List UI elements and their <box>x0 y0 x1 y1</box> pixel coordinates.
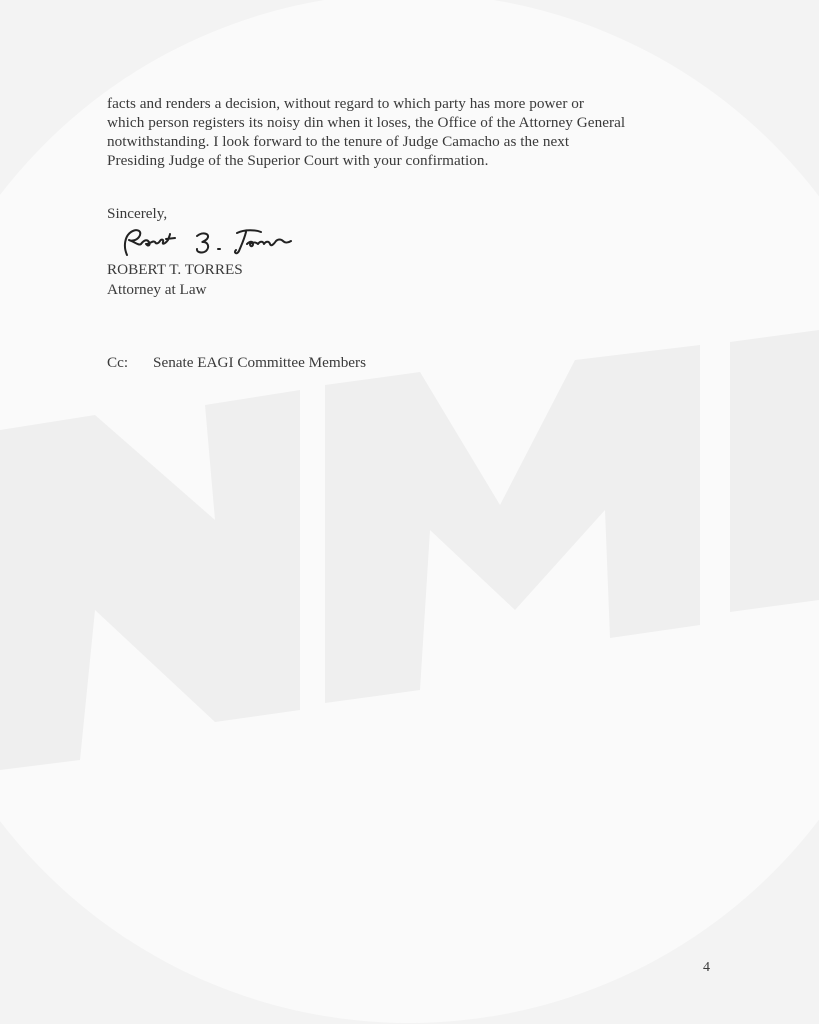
page-number: 4 <box>703 960 710 975</box>
body-paragraph <box>107 94 727 170</box>
handwritten-signature <box>113 222 298 258</box>
cc-recipients: Senate EAGI Committee Members <box>153 354 366 371</box>
body-line: facts and renders a decision, without regard to which party has more power or <box>107 95 585 112</box>
body-line: Presiding Judge of the Superior Court with your confirmation. <box>107 152 489 169</box>
cc-label: Cc: <box>107 354 129 371</box>
body-line: notwithstanding. I look forward to the tenure of Judge Camacho as the next <box>107 133 570 150</box>
signer-name: ROBERT T. TORRES <box>107 261 243 278</box>
signer-title: Attorney at Law <box>107 281 207 298</box>
watermark-letter-i <box>730 330 819 612</box>
body-line: which person registers its noisy din when it loses, the Office of the Attorney General <box>107 114 626 131</box>
closing-salutation: Sincerely, <box>107 205 168 222</box>
cc-line <box>107 354 366 372</box>
